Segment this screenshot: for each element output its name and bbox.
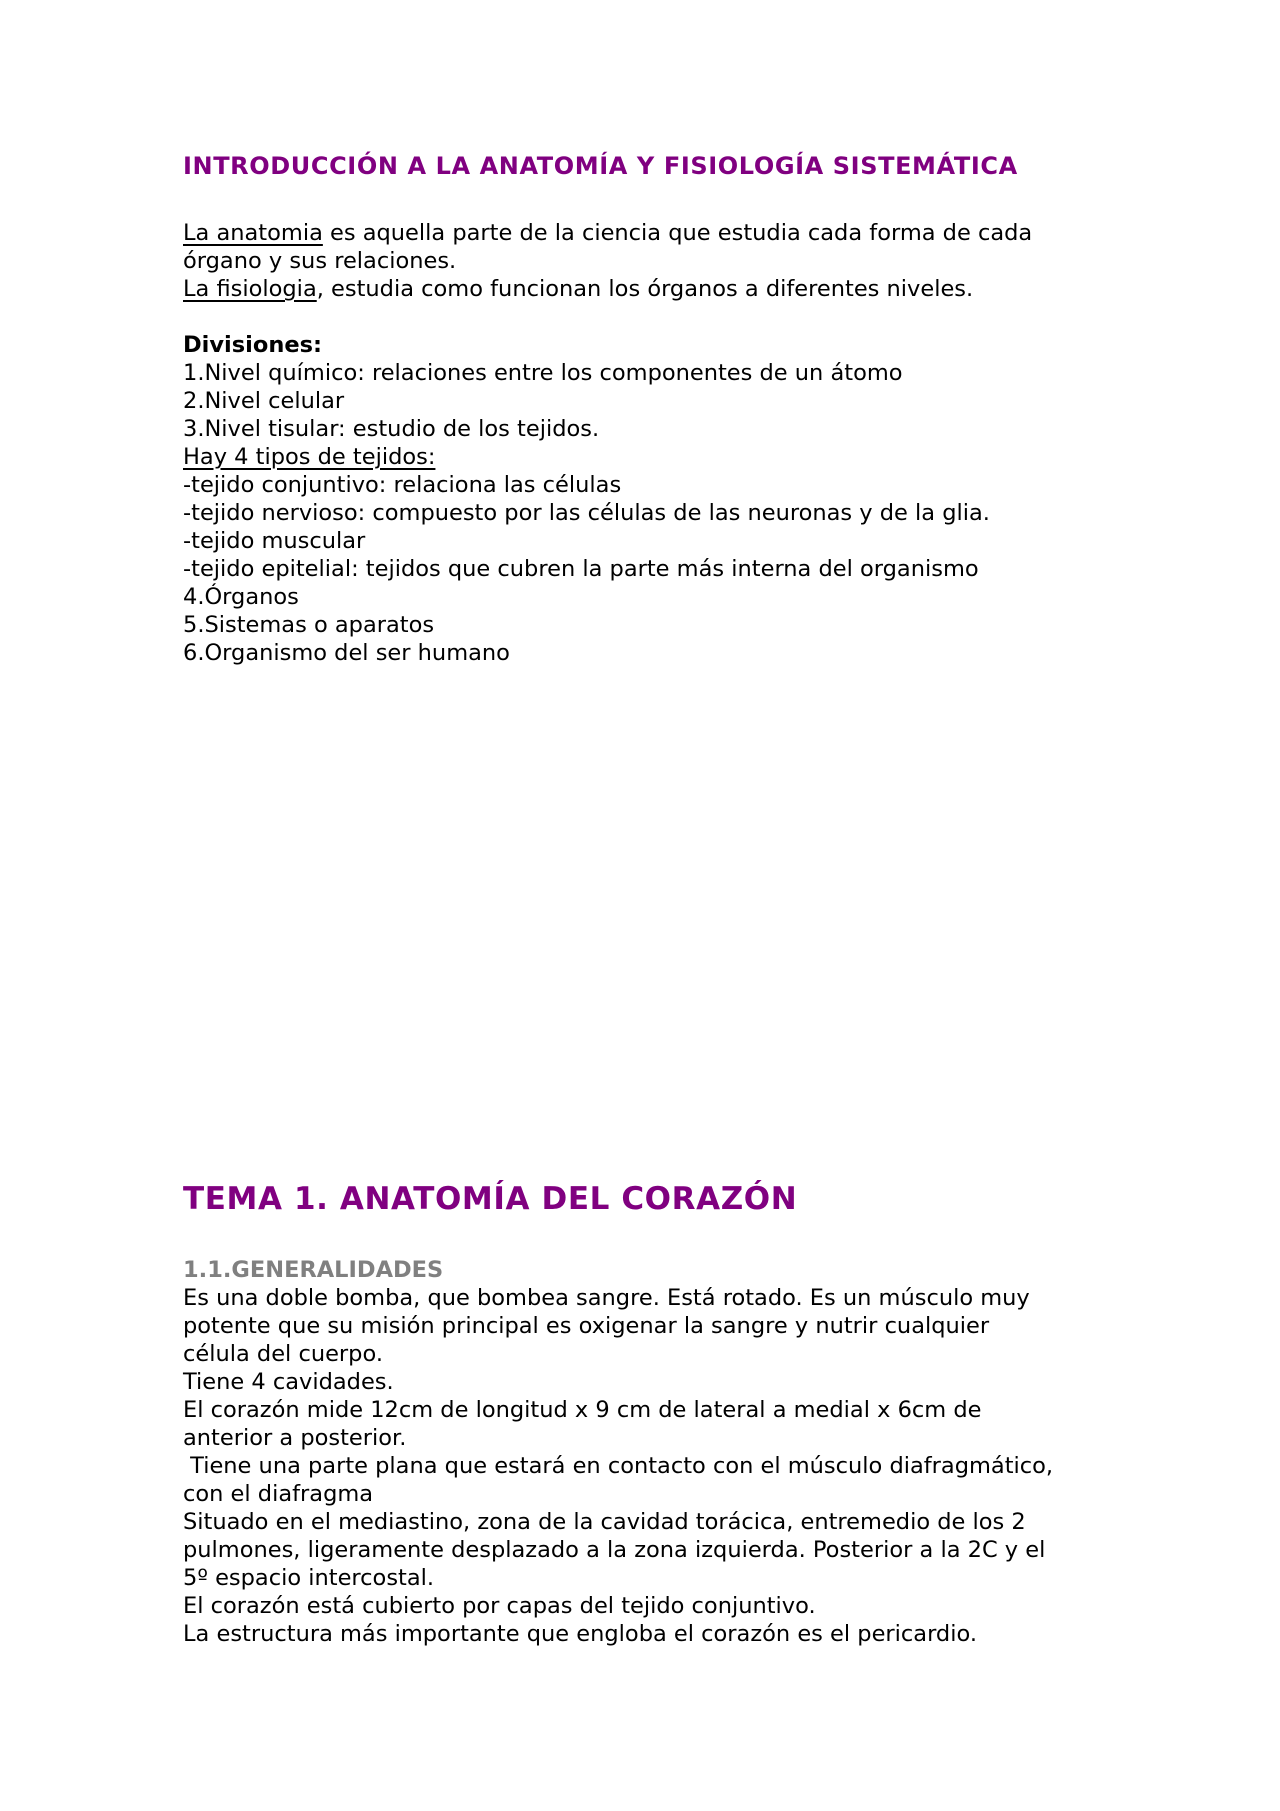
intro-title: INTRODUCCIÓN A LA ANATOMÍA Y FISIOLOGÍA SISTEMÁTICA xyxy=(183,152,1018,180)
nivel-6: 6.Organismo del ser humano xyxy=(183,640,510,666)
p1-line3: célula del cuerpo. xyxy=(183,1341,383,1367)
intro-body xyxy=(183,219,1123,667)
tema1-title: TEMA 1. ANATOMÍA DEL CORAZÓN xyxy=(183,1181,798,1217)
spacer xyxy=(183,303,1123,331)
p5-line1: Situado en el mediastino, zona de la cavidad torácica, entremedio de los 2 xyxy=(183,1509,1026,1535)
anatomia-def-2: órgano y sus relaciones. xyxy=(183,248,457,274)
anatomia-def-1: es aquella parte de la ciencia que estudia cada forma de cada xyxy=(322,220,1033,246)
p5-line2: pulmones, ligeramente desplazado a la zona izquierda. Posterior a la 2C y el xyxy=(183,1537,1046,1563)
anatomia-definition xyxy=(183,219,1123,247)
p1-line2: potente que su misión principal es oxigenar la sangre y nutrir cualquier xyxy=(183,1313,990,1339)
nivel-3: 3.Nivel tisular: estudio de los tejidos. xyxy=(183,416,600,442)
nivel-1: 1.Nivel químico: relaciones entre los componentes de un átomo xyxy=(183,360,903,386)
nivel-5: 5.Sistemas o aparatos xyxy=(183,612,435,638)
tejido-epitelial: -tejido epitelial: tejidos que cubren la parte más interna del organismo xyxy=(183,556,979,582)
divisiones-heading: Divisiones: xyxy=(183,332,322,358)
p7: La estructura más importante que engloba el corazón es el pericardio. xyxy=(183,1621,977,1647)
tejido-muscular: -tejido muscular xyxy=(183,528,366,554)
p4-line2: con el diafragma xyxy=(183,1481,374,1507)
tejidos-heading: Hay 4 tipos de tejidos: xyxy=(183,444,436,470)
tejido-nervioso: -tejido nervioso: compuesto por las células de las neuronas y de la glia. xyxy=(183,500,990,526)
generalidades-heading: 1.1.GENERALIDADES xyxy=(183,1257,444,1283)
anatomia-term: La anatomia xyxy=(183,220,323,246)
p2: Tiene 4 cavidades. xyxy=(183,1369,394,1395)
p5-line3: 5º espacio intercostal. xyxy=(183,1565,435,1591)
fisiologia-def: , estudia como funcionan los órganos a diferentes niveles. xyxy=(316,276,974,302)
p3-line2: anterior a posterior. xyxy=(183,1425,407,1451)
fisiologia-term: La fisiologia xyxy=(183,276,317,302)
nivel-2: 2.Nivel celular xyxy=(183,388,345,414)
tejidos-heading-line xyxy=(183,443,1123,471)
tejido-conjuntivo: -tejido conjuntivo: relaciona las células xyxy=(183,472,622,498)
nivel-4: 4.Órganos xyxy=(183,584,299,610)
fisiologia-definition xyxy=(183,275,1123,303)
p1-line1: Es una doble bomba, que bombea sangre. Está rotado. Es un músculo muy xyxy=(183,1285,1030,1311)
tema1-body xyxy=(183,1284,1123,1648)
p6: El corazón está cubierto por capas del tejido conjuntivo. xyxy=(183,1593,816,1619)
p4-line1: Tiene una parte plana que estará en contacto con el músculo diafragmático, xyxy=(183,1453,1054,1479)
p3-line1: El corazón mide 12cm de longitud x 9 cm de lateral a medial x 6cm de xyxy=(183,1397,982,1423)
